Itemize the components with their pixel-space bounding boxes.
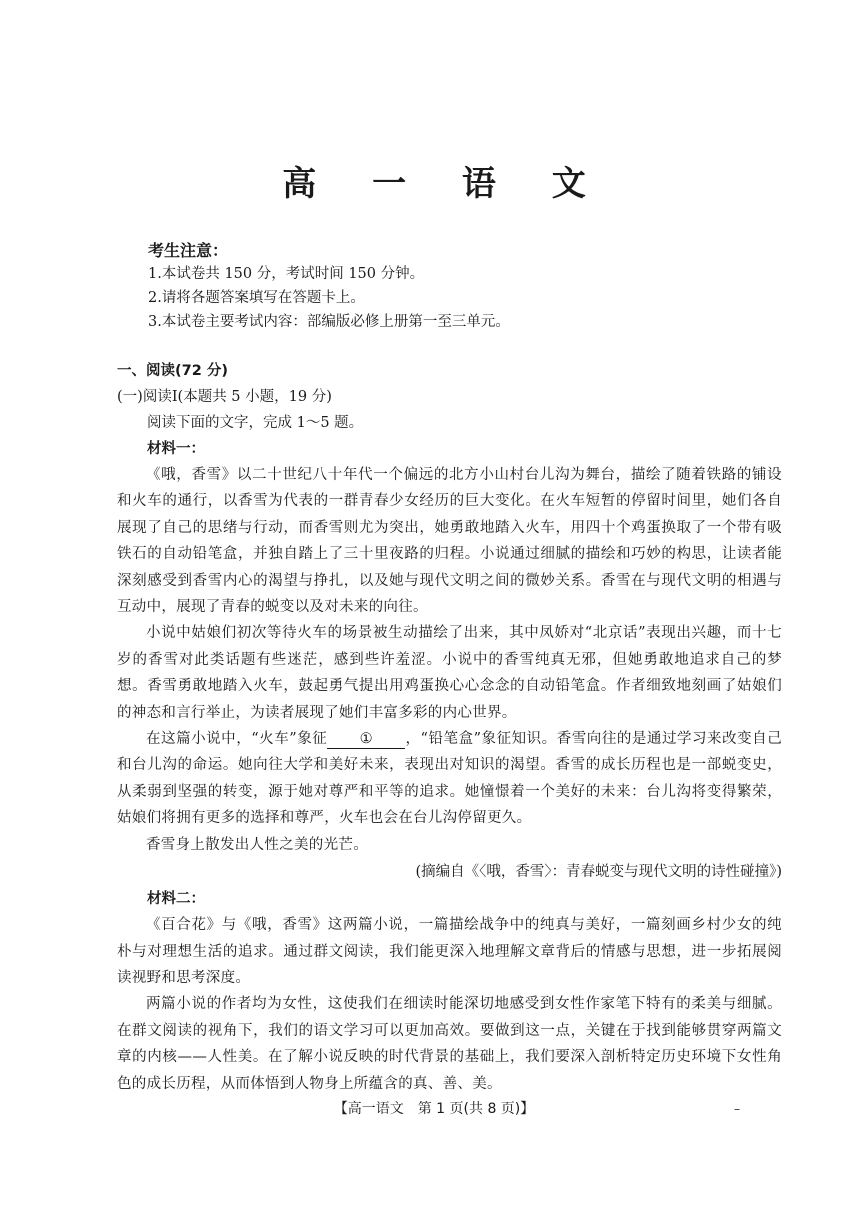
page-title: 高 一 语 文 bbox=[282, 164, 608, 204]
material-one-paragraph bbox=[117, 726, 782, 832]
material-one-heading: 材料一： bbox=[147, 441, 205, 457]
notice-heading: 考生注意： bbox=[148, 241, 229, 260]
reading-section bbox=[117, 358, 782, 1097]
material-two-paragraph: 两篇小说的作者均为女性，这使我们在细读时能深切地感受到女性作家笔下特有的柔美与细腻。在群文阅读的视角下，我们的语文学习可以更加高效。要做到这一点，关键在于找到能够贯穿两篇文章的内核——人性美。在了解小说反映的时代背景的基础上，我们要深入剖析特定历史环境下女性角色的成长历程，从而体悟到人物身上所蕴含的真、善、美。 bbox=[117, 996, 782, 1092]
material-two-paragraph: 《百合花》与《哦，香雪》这两篇小说，一篇描绘战争中的纯真与美好，一篇刻画乡村少女的纯朴与对理想生活的追求。通过群文阅读，我们能更深入地理解文章背后的情感与思想，进一步拓展阅读视野和思考深度。 bbox=[117, 917, 782, 986]
page-footer: 【高一语文 第 1 页(共 8 页)】 bbox=[333, 1101, 535, 1117]
material-one-paragraph: 《哦，香雪》以二十世纪八十年代一个偏远的北方小山村台儿沟为舞台，描绘了随着铁路的铺设和火车的通行，以香雪为代表的一群青春少女经历的巨大变化。在火车短暂的停留时间里，她们各自展现了自己的思绪与行动，而香雪则尤为突出，她勇敢地踏入火车，用四十个鸡蛋换取了一个带有吸铁石的自动铅笔盒，并独自踏上了三十里夜路的归程。小说通过细腻的描绘和巧妙的构思，让读者能深刻感受到香雪内心的渴望与挣扎，以及她与现代文明之间的微妙关系。香雪在与现代文明的相遇与互动中，展现了青春的蜕变以及对未来的向往。 bbox=[117, 467, 782, 616]
corner-mark: – bbox=[734, 1102, 740, 1116]
notice-item: 1.本试卷共 150 分，考试时间 150 分钟。 bbox=[148, 266, 425, 282]
material-two-heading: 材料二： bbox=[147, 891, 205, 908]
notice-item: 2.请将各题答案填写在答题卡上。 bbox=[148, 290, 365, 306]
instruction: 阅读下面的文字，完成 1～5 题。 bbox=[147, 415, 364, 431]
exam-notice bbox=[148, 240, 788, 334]
subsection-heading: (一)阅读Ⅰ(本题共 5 小题，19 分) bbox=[117, 389, 332, 405]
paragraph-text: 在这篇小说中，“火车”象征 bbox=[146, 731, 328, 748]
material-one-paragraph: 香雪身上散发出人性之美的光芒。 bbox=[146, 836, 368, 853]
section-heading: 一、阅读(72 分) bbox=[117, 363, 228, 379]
fill-in-blank: ① bbox=[327, 730, 405, 749]
material-one-paragraph: 小说中姑娘们初次等待火车的场景被生动描绘了出来，其中凤娇对“北京话”表现出兴趣，而十七岁的香雪对此类话题有些迷茫，感到些许羞涩。小说中的香雪纯真无邪，但她勇敢地追求自己的梦想。香雪勇敢地踏入火车，鼓起勇气提出用鸡蛋换心心念念的自动铅笔盒。作者细致地刻画了姑娘们的神态和言行举止，为读者展现了她们丰富多彩的内心世界。 bbox=[117, 625, 782, 721]
source-citation: (摘编自《〈哦，香雪〉：青春蜕变与现代文明的诗性碰撞》) bbox=[415, 864, 782, 881]
notice-item: 3.本试卷主要考试内容：部编版必修上册第一至三单元。 bbox=[148, 314, 510, 330]
paragraph-text: ，“铅笔盒”象征知识。香雪向往的是通过学习来改变自己和台儿沟的命运。她向往大学和美好未来，表现出对知识的渴望。香雪的成长历程也是一部蜕变史，从柔弱到坚强的转变，源于她对尊严和平等的追求。她憧憬着一个美好的未来：台儿沟将变得繁荣，姑娘们将拥有更多的选择和尊严，火车也会在台儿沟停留更久。 bbox=[117, 731, 782, 827]
